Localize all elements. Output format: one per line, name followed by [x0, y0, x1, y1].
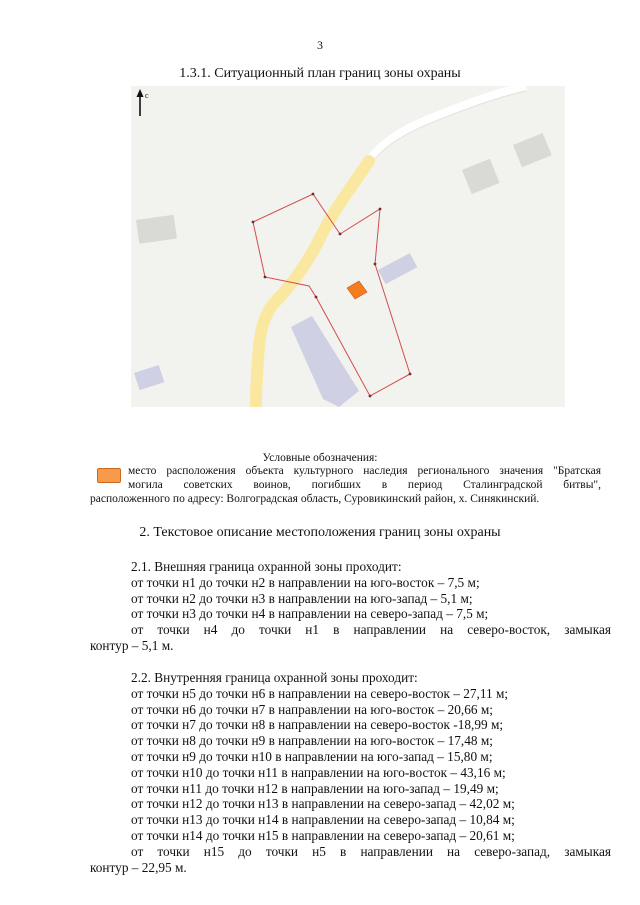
boundary-point [409, 373, 412, 376]
boundary-point [374, 263, 377, 266]
boundary-point [379, 208, 382, 211]
inner-boundary-line: от точки н9 до точки н10 в направлении на юго-запад – 15,80 м; [131, 748, 493, 764]
boundary-point [369, 395, 372, 398]
inner-boundary-line-tail: контур – 22,95 м. [90, 859, 187, 875]
legend-description [90, 464, 601, 506]
outer-boundary-heading: 2.1. Внешняя граница охранной зоны проходит: [131, 559, 402, 574]
boundary-point [339, 233, 342, 236]
legend-line: могила советских воинов, погибших в период Сталинградской битвы", [128, 479, 601, 491]
boundary-point [252, 221, 255, 224]
inner-boundary-line: от точки н14 до точки н15 в направлении на северо-запад – 20,61 м; [131, 827, 515, 843]
boundary-point [264, 276, 267, 279]
section-heading: 2. Текстовое описание местоположения границ зоны охраны [139, 525, 501, 540]
inner-boundary-line: от точки н6 до точки н7 в направлении на юго-восток – 20,66 м; [131, 701, 493, 717]
boundary-point [312, 193, 315, 196]
inner-boundary-line: от точки н15 до точки н5 в направлении на северо-запад, замыкая [131, 843, 611, 859]
outer-boundary-line-tail: контур – 5,1 м. [90, 637, 174, 653]
situation-map [131, 86, 565, 407]
inner-boundary-line: от точки н11 до точки н12 в направлении на юго-запад – 19,49 м; [131, 780, 499, 796]
legend-line: расположенного по адресу: Волгоградская область, Суровикинский район, х. Синякинский. [90, 493, 540, 505]
outer-boundary-line: от точки н1 до точки н2 в направлении на юго-восток – 7,5 м; [131, 574, 480, 590]
legend-heading: Условные обозначения: [262, 452, 378, 464]
outer-boundary-line: от точки н2 до точки н3 в направлении на юго-запад – 5,1 м; [131, 590, 473, 606]
legend-line: место расположения объекта культурного наследия регионального значения "Братская [128, 465, 601, 477]
inner-boundary-line: от точки н5 до точки н6 в направлении на северо-восток – 27,11 м; [131, 685, 509, 701]
outer-boundary-block [90, 559, 611, 654]
map-background [131, 86, 565, 407]
inner-boundary-line: от точки н12 до точки н13 в направлении на северо-запад – 42,02 м; [131, 796, 515, 812]
outer-boundary-line: от точки н3 до точки н4 в направлении на северо-запад – 7,5 м; [131, 606, 489, 622]
inner-boundary-line: от точки н7 до точки н8 в направлении на северо-восток -18,99 м; [131, 717, 504, 733]
map-title: 1.3.1. Ситуационный план границ зоны охраны [179, 66, 461, 81]
inner-boundary-line: от точки н8 до точки н9 в направлении на юго-восток – 17,48 м; [131, 733, 493, 749]
inner-boundary-heading: 2.2. Внутренняя граница охранной зоны проходит: [131, 670, 418, 685]
outer-boundary-line: от точки н4 до точки н1 в направлении на северо-восток, замыкая [131, 622, 611, 638]
boundary-point [315, 296, 318, 299]
inner-boundary-line: от точки н10 до точки н11 в направлении на юго-восток – 43,16 м; [131, 764, 506, 780]
page-number: 3 [317, 38, 323, 52]
inner-boundary-line: от точки н13 до точки н14 в направлении на северо-запад – 10,84 м; [131, 812, 515, 828]
inner-boundary-block [90, 670, 611, 875]
north-label: с [145, 91, 149, 100]
